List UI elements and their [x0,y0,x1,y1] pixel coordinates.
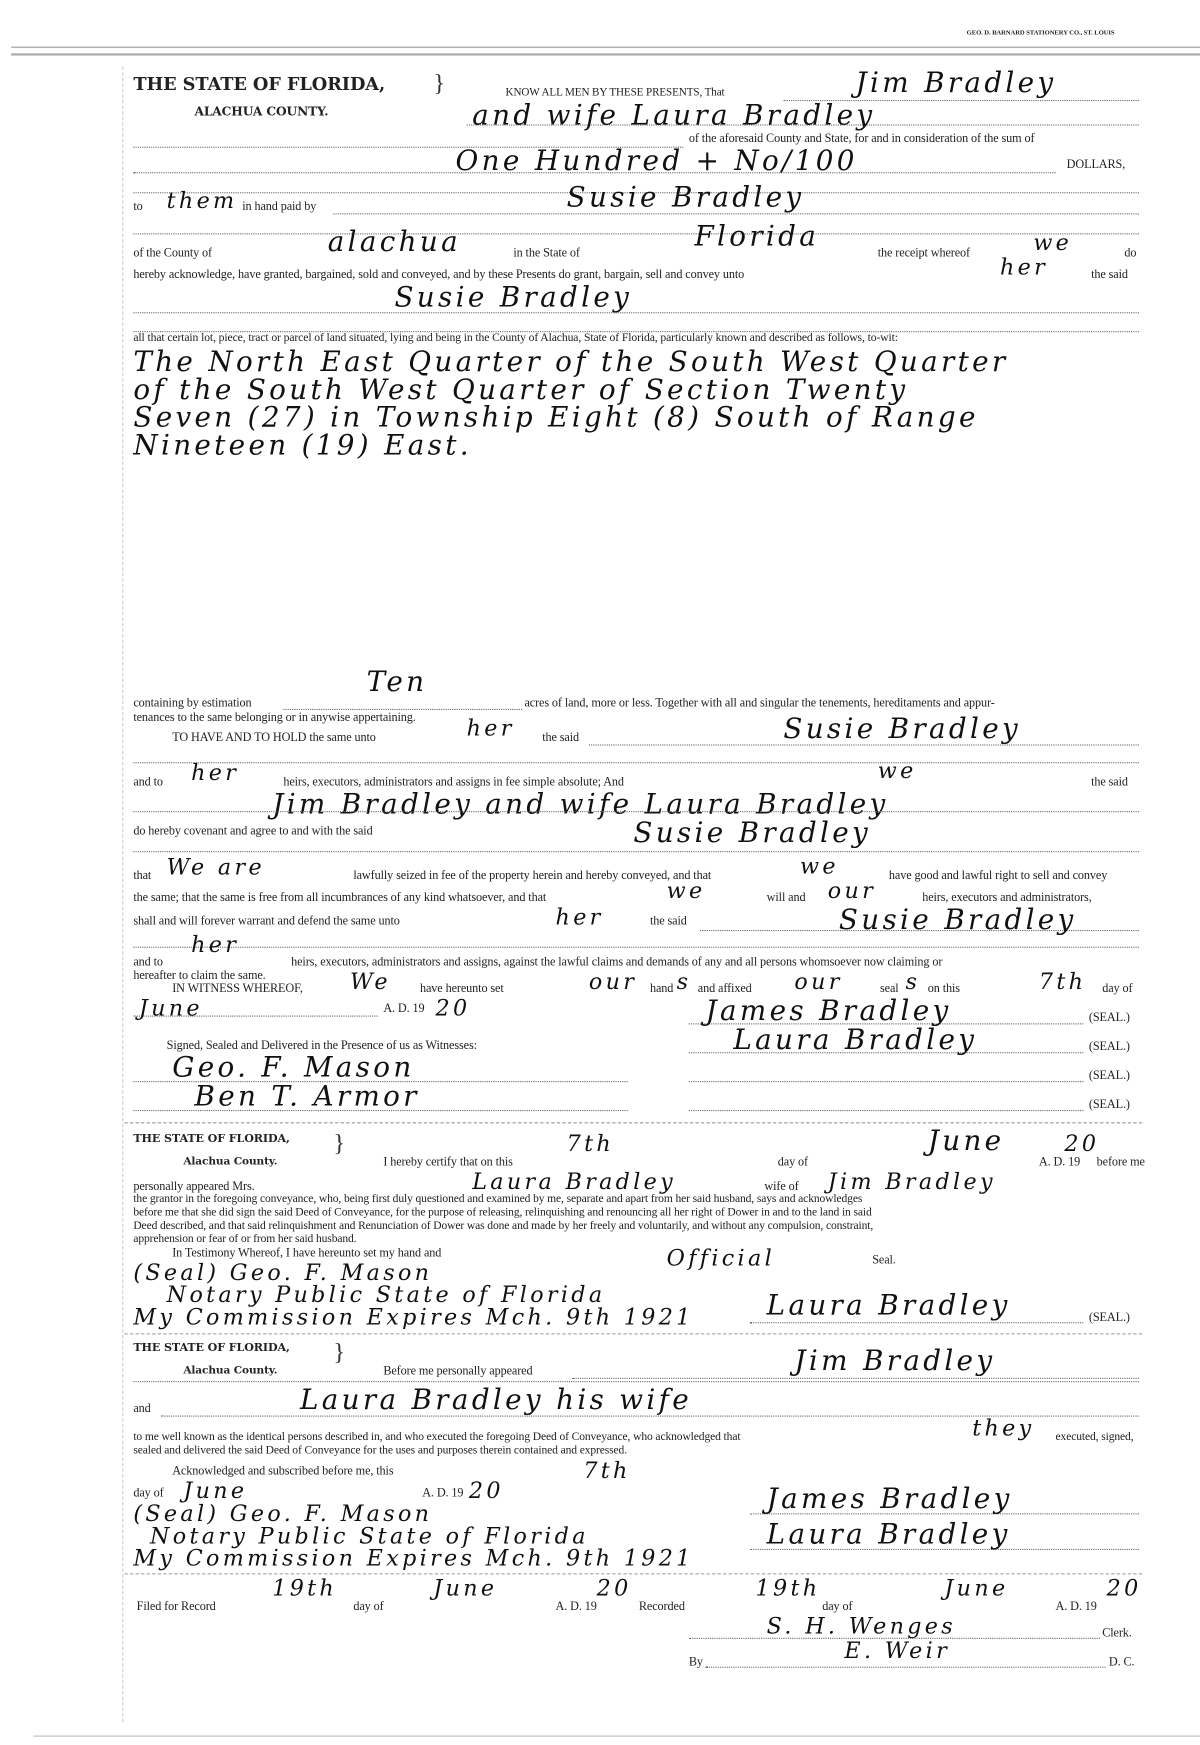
tenances-text: tenances to the same belonging or in anywise appertaining. [133,711,416,725]
the-said-label: the said [542,731,580,745]
hand-label: hand [649,982,674,996]
brace: } [433,68,446,97]
dower-year-handwriting: 20 [1064,1129,1100,1157]
hand-handwriting: s [676,967,692,995]
seal-label: (SEAL.) [1088,1011,1130,1025]
containing-label: containing by estimation [133,696,252,710]
grantor-handwriting: Jim Bradley [855,66,1057,99]
leader [133,947,1139,948]
brace: } [333,1128,346,1157]
paid-by-label: in hand paid by [242,199,317,214]
deputy-clerk-handwriting: E. Weir [844,1636,951,1664]
seal-label: (SEAL.) [1088,1068,1130,1083]
recorded-year-handwriting: 20 [1106,1574,1142,1602]
hereafter-text: hereafter to claim the same. [133,968,266,983]
description-line: of the South West Quarter of Section Twenty [133,373,909,406]
recorded-month-handwriting: June [944,1574,1009,1602]
notary-commission-handwriting: My Commission Expires Mch. 9th 1921 [133,1544,694,1572]
seal-label: (SEAL.) [1088,1311,1130,1325]
before-me-text: Before me personally appeared [383,1364,533,1378]
bottom-rule [33,1736,1200,1737]
unto-handwriting: her [999,253,1049,280]
dower-day-handwriting: 7th [566,1129,615,1157]
to-have-text: TO HAVE AND TO HOLD the same unto [172,731,376,745]
filed-label: Filed for Record [136,1599,216,1614]
dower-body-line: before me that she did sign the said Deed of Conveyance, for the purpose of releasing, relinquishing and renouncing all her right of Dower in and to the land in said [133,1206,872,1219]
filed-year-handwriting: 20 [596,1574,632,1602]
seized-text: lawfully seized in fee of the property herein and hereby conveyed, and that [353,868,712,883]
signature-laura: Laura Bradley [733,1023,978,1056]
ack-name2-handwriting: Laura Bradley his wife [299,1383,693,1416]
witness-whereof: IN WITNESS WHEREOF, [172,982,303,996]
that-handwriting: We are [166,853,265,880]
ack-year-handwriting: 20 [468,1476,504,1504]
dc-line [706,1667,1106,1668]
year-handwriting: 20 [435,994,471,1022]
leader [133,811,1139,812]
and-to-handwriting: her [191,931,240,958]
seal-word: Seal. [872,1253,896,1267]
ack-day-handwriting: 7th [583,1456,631,1484]
leader [572,1378,1139,1379]
recorded-label: Recorded [638,1599,685,1614]
signature-line [750,1322,1083,1323]
leader [283,709,522,710]
and-handwriting: we [877,756,917,784]
signature-james: James Bradley [705,994,952,1027]
signature-line [689,1081,1083,1082]
clerk-handwriting: S. H. Wenges [766,1612,956,1639]
county-handwriting: alachua [327,225,462,258]
day-of-label: day of [353,1599,384,1614]
the-said-label: the said [649,914,687,928]
description-line: Seven (27) in Township Eight (8) South of Range [133,401,979,434]
leader [133,762,1139,763]
filed-month-handwriting: June [433,1574,498,1602]
acknowledge-text: hereby acknowledge, have granted, bargained, sold and conveyed, and by these Presents do grant, bargain, sell and convey unto [133,267,745,282]
before-me-label: before me [1096,1155,1145,1169]
good-right-text: have good and lawful right to sell and convey [888,868,1108,883]
clerk-label: Clerk. [1102,1626,1132,1640]
dower-month-handwriting: June [927,1124,1005,1157]
day-of-label: day of [822,1599,853,1614]
seal-label: (SEAL.) [1088,1039,1130,1054]
heirs-fee-text: heirs, executors, administrators and assigns in fee simple absolute; And [283,775,624,789]
description-line: Nineteen (19) East. [133,428,472,462]
ad-label: A. D. 19 [555,1599,597,1614]
dower-county-heading: Alachua County. [183,1155,278,1168]
to-label: to [133,199,143,214]
and-to-label: and to [133,955,163,969]
stationer-imprint: GEO. D. BARNARD STATIONERY CO., ST. LOUIS [966,29,1115,37]
brace: } [333,1337,346,1366]
leader [133,851,1139,852]
will-and-label: will and [766,891,806,905]
notary-title-handwriting: Notary Public State of Florida [149,1522,589,1549]
the-said-label: the said [1091,775,1128,789]
day-of-label: day of [1102,982,1133,996]
notary-commission-handwriting: My Commission Expires Mch. 9th 1921 [133,1303,694,1330]
dower-name-handwriting: Laura Bradley [472,1167,677,1195]
witness-signature-1: Geo. F. Mason [172,1051,415,1084]
leader [589,744,1139,745]
seal-label: seal [879,982,899,996]
set-label: have hereunto set [419,982,504,996]
sealed-text: sealed and delivered the said Deed of Conveyance for the uses and purposes therein contained and expressed. [133,1444,628,1457]
and-label: and [133,1402,151,1416]
aforesaid-text: of the aforesaid County and State, for and in consideration of the sum of [688,132,1035,146]
notary-seal-handwriting: (Seal) Geo. F. Mason [133,1499,433,1527]
by-label: By [688,1655,703,1669]
covenant-text: do hereby covenant and agree to and with the said [133,824,373,838]
dc-label: D. C. [1108,1655,1135,1669]
warrant-handwriting: her [555,903,604,930]
set-handwriting: our [588,967,638,995]
leader [133,233,1139,234]
dower-state-heading: THE STATE OF FLORIDA, [133,1133,290,1146]
signed-sealed-text: Signed, Sealed and Delivered in the Presence of us as Witnesses: [166,1038,477,1053]
filed-day-handwriting: 19th [272,1574,338,1602]
leader [333,213,1139,214]
they-handwriting: they [972,1414,1035,1442]
receipt-handwriting: we [1033,228,1073,256]
ack-county-heading: Alachua County. [183,1364,278,1377]
and-to-handwriting: her [191,758,240,786]
ack-month-handwriting: June [183,1476,248,1504]
left-margin-line [122,67,123,1723]
dower-husband-handwriting: Jim Bradley [827,1167,996,1195]
ack-signature-james: James Bradley [766,1482,1013,1515]
to-handwriting: them [166,186,238,214]
appeared-text: personally appeared Mrs. [133,1179,255,1194]
notary-title-handwriting: Notary Public State of Florida [166,1281,606,1308]
affixed-label: and affixed [697,982,752,996]
ad-label: A. D. 19 [422,1486,464,1500]
witness-handwriting: We [349,967,391,995]
section-divider [124,1333,1142,1334]
to-have-handwriting: her [466,714,515,742]
ad-label: A. D. 19 [383,1002,425,1016]
executed-label: executed, signed, [1055,1431,1134,1444]
seal-label: (SEAL.) [1088,1097,1130,1112]
paid-by-handwriting: Susie Bradley [566,181,805,214]
state-of-label: in the State of [513,246,580,260]
month-handwriting: June [138,994,203,1022]
ad-label: A. D. 19 [1055,1599,1097,1614]
heirs-exec-text: heirs, executors and administrators, [922,891,1092,905]
acres-handwriting: Ten [366,665,428,698]
and-to-label: and to [133,775,163,789]
against-text: heirs, executors, administrators and assigns, against the lawful claims and demands of any and all persons whomsoever now claiming or [291,955,943,969]
state-heading: THE STATE OF FLORIDA, [133,73,386,95]
the-said-label: the said [1091,267,1128,282]
will-handwriting: our [827,876,877,904]
county-of-label: of the County of [133,246,213,260]
section-divider [124,1122,1142,1123]
day-handwriting: 7th [1038,967,1087,995]
top-rule-double [11,53,1200,55]
known-text: to me well known as the identical persons described in, and who executed the foregoing Deed of Conveyance, who acknowledged that [133,1431,741,1444]
know-all-text: KNOW ALL MEN BY THESE PRESENTS, That [505,86,725,99]
affixed-handwriting: our [794,967,843,995]
grantor-handwriting-2: and wife Laura Bradley [472,98,876,132]
acres-text: acres of land, more or less. Together with all and singular the tenements, hereditaments and appur- [524,696,995,710]
warrant-text: shall and will forever warrant and defend the same unto [133,914,400,928]
dower-body-line: apprehension or fear of or from her said husband. [133,1233,357,1246]
certify-text: I hereby certify that on this [383,1155,513,1169]
seized-handwriting: we [799,852,839,879]
top-rule [11,47,1200,48]
witness-signature-2: Ben T. Armor [194,1079,420,1113]
ad-label: A. D. 19 [1038,1155,1081,1169]
same-handwriting: we [666,876,706,904]
do-label: do [1124,246,1137,260]
recorded-day-handwriting: 19th [755,1574,821,1602]
ack-signature-laura: Laura Bradley [766,1517,1011,1550]
notary-seal-handwriting: (Seal) Geo. F. Mason [133,1258,433,1286]
dower-signature: Laura Bradley [766,1288,1011,1322]
dower-body-line: the grantor in the foregoing conveyance, who, being first duly questioned and examined by me, separate and apart from her said husband, says and acknowledges [133,1193,863,1206]
to-have-name-handwriting: Susie Bradley [783,712,1022,745]
that-label: that [133,868,152,883]
covenant-handwriting: Susie Bradley [633,816,872,849]
ack-name1-handwriting: Jim Bradley [794,1344,996,1377]
same-text: the same; that the same is free from all incumbrances of any kind whatsoever, and that [133,891,547,905]
day-of-label: day of [777,1155,808,1169]
grantee-handwriting: Susie Bradley [394,281,633,314]
covenantors-handwriting: Jim Bradley and wife Laura Bradley [272,787,889,820]
county-heading: ALACHUA COUNTY. [194,104,329,119]
dollars-label: DOLLARS, [1066,157,1126,172]
wife-of-label: wife of [764,1179,799,1194]
official-handwriting: Official [666,1244,776,1272]
signature-line [689,1110,1083,1111]
lot-text: all that certain lot, piece, tract or parcel of land situated, lying and being in the County of Alachua, State of Florida, particularly known and described as follows, to-wit: [133,332,898,345]
leader [133,312,1139,313]
day-of-label: day of [133,1486,164,1500]
leader [133,1381,1139,1382]
acknowledged-text: Acknowledged and subscribed before me, this [172,1464,394,1478]
warrant-name-handwriting: Susie Bradley [838,903,1077,936]
dower-body-line: Deed described, and that said relinquishment and Renunciation of Dower was done and made by her freely and voluntarily, and without any compulsion, constraint, [133,1219,874,1233]
receipt-label: the receipt whereof [877,246,970,260]
ack-state-heading: THE STATE OF FLORIDA, [133,1342,290,1355]
on-this-label: on this [927,982,960,996]
testimony-text: In Testimony Whereof, I have hereunto set my hand and [172,1246,442,1260]
seal-handwriting: s [905,967,921,995]
description-line: The North East Quarter of the South West Quarter [133,345,1009,378]
sum-handwriting: One Hundred + No/100 [455,144,858,177]
state-handwriting: Florida [694,219,820,253]
